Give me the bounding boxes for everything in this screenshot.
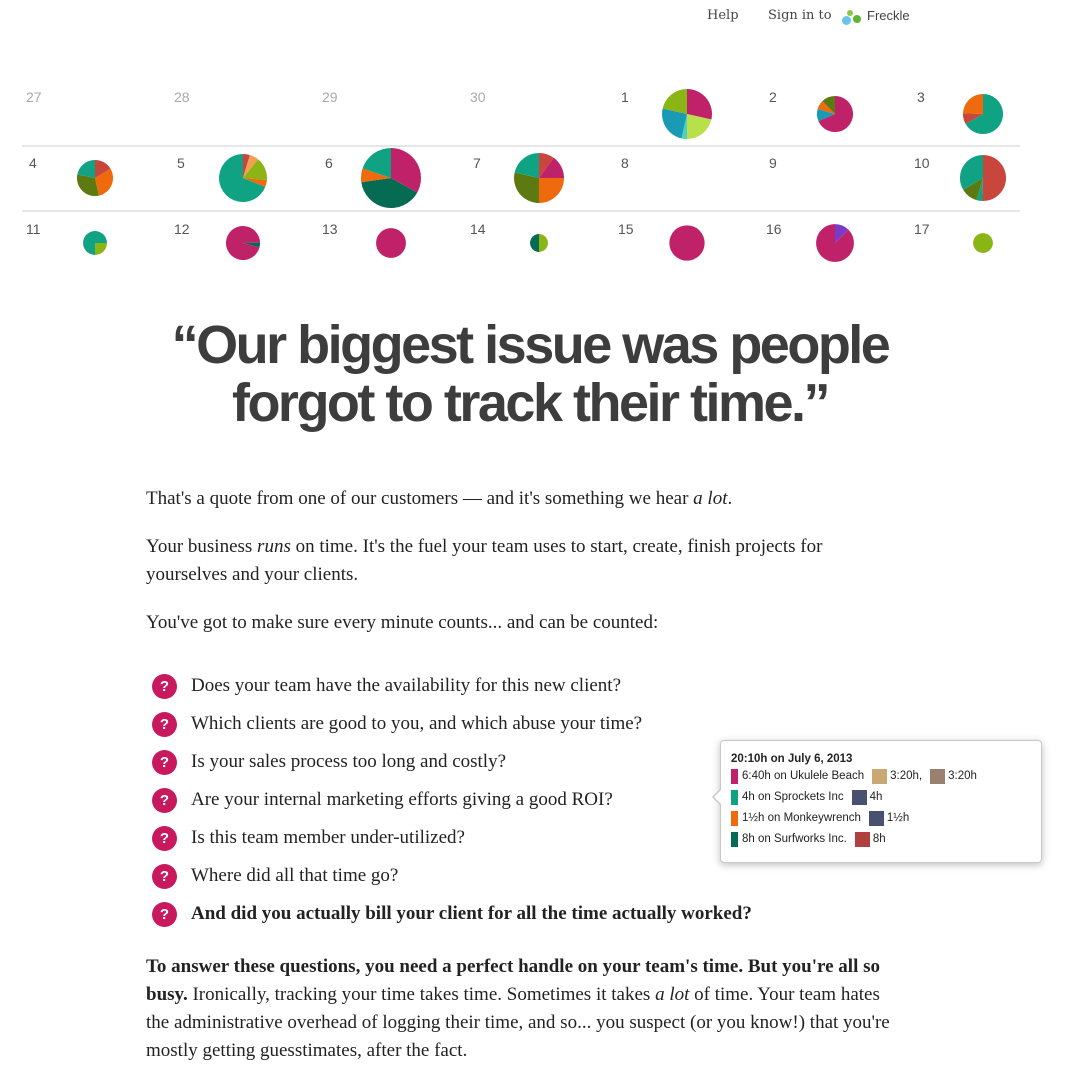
day-number: 5	[177, 155, 185, 171]
tooltip-title: 20:10h on July 6, 2013	[731, 753, 853, 765]
question-mark-icon: ?	[152, 864, 177, 889]
pie-slice	[95, 243, 107, 255]
paragraph-3: You've got to make sure every minute counts... and can be counted:	[146, 612, 659, 633]
day-pie-14[interactable]	[530, 234, 548, 252]
day-number: 7	[473, 155, 481, 171]
user-avatar	[872, 769, 887, 784]
tooltip-row	[731, 831, 886, 847]
sign-in-link[interactable]	[768, 8, 910, 23]
question-item	[152, 819, 752, 857]
project-hours: 1½h on Monkeywrench	[742, 812, 861, 824]
question-mark-icon: ?	[152, 750, 177, 775]
day-pie-7[interactable]	[514, 153, 564, 203]
day-number: 15	[618, 221, 634, 237]
day-pies	[0, 80, 1072, 270]
user-hours: 3:20h	[948, 770, 977, 782]
project-hours: 4h on Sprockets Inc	[742, 791, 844, 803]
day-number: 30	[470, 89, 486, 105]
project-color-swatch	[731, 832, 738, 847]
paragraph-4: To answer these questions, you need a perfect handle on your team's time. But you're all so busy. Ironically, tracking your time takes time. Sometimes it takes a lot of time. Your team hates the administrative overhead of logging their time, and so... you suspect (or you know!) that you're mostly getting guesstimates, after the fact.	[146, 956, 890, 1061]
day-number: 27	[26, 89, 42, 105]
tooltip-row	[731, 810, 909, 826]
help-link[interactable]: Help	[707, 8, 739, 23]
question-mark-icon: ?	[152, 826, 177, 851]
day-number: 6	[325, 155, 333, 171]
question-text: Where did all that time go?	[191, 865, 399, 886]
day-pie-13[interactable]	[376, 228, 406, 258]
user-hours: 4h	[869, 791, 883, 803]
question-text: Which clients are good to you, and which abuse your time?	[191, 713, 643, 734]
pie-slice	[243, 226, 260, 243]
tooltip-row	[731, 789, 882, 805]
user-hours: 3:20h,	[890, 770, 923, 782]
top-nav	[0, 6, 1072, 28]
pie-slice	[973, 233, 993, 253]
day-number: 9	[769, 155, 777, 171]
user-avatar	[855, 832, 870, 847]
question-text: Is your sales process too long and costly?	[191, 751, 507, 772]
question-text: And did you actually bill your client for all the time actually worked?	[191, 903, 752, 924]
day-number: 17	[914, 221, 930, 237]
day-number: 16	[766, 221, 782, 237]
pie-slice	[83, 231, 95, 255]
pie-slice	[982, 155, 1006, 201]
day-pie-4[interactable]	[77, 160, 113, 196]
user-hours: 1½h	[886, 812, 910, 824]
question-text: Are your internal marketing efforts giving a good ROI?	[191, 789, 613, 810]
day-number: 3	[917, 89, 925, 105]
question-text: Does your team have the availability for this new client?	[191, 675, 621, 696]
headline-line-1: “Our biggest issue was people	[171, 315, 889, 375]
day-number: 29	[322, 89, 338, 105]
day-number: 1	[621, 89, 629, 105]
brand-name: Freckle	[867, 8, 910, 23]
calendar	[0, 80, 1072, 270]
question-item	[152, 667, 752, 705]
day-pie-12[interactable]	[226, 226, 260, 260]
question-text: Is this team member under-utilized?	[191, 827, 465, 848]
pie-slice	[95, 231, 107, 243]
day-pie-15[interactable]	[669, 225, 704, 260]
day-number: 11	[26, 221, 41, 237]
day-pie-5[interactable]	[219, 154, 267, 202]
question-mark-icon: ?	[152, 788, 177, 813]
tooltip-row	[731, 768, 977, 784]
day-number: 8	[621, 155, 629, 171]
question-mark-icon: ?	[152, 674, 177, 699]
project-color-swatch	[731, 790, 738, 805]
pie-slice	[816, 224, 854, 262]
question-item	[152, 781, 752, 819]
pie-slice	[669, 225, 704, 260]
project-hours: 6:40h on Ukulele Beach	[742, 770, 865, 782]
project-hours: 8h on Surfworks Inc.	[742, 833, 847, 845]
paragraph-1: That's a quote from one of our customers — and it's something we hear a lot.	[146, 488, 733, 509]
headline-quote	[0, 316, 1060, 432]
headline-line-2: forgot to track their time.”	[231, 373, 829, 433]
question-mark-icon: ?	[152, 712, 177, 737]
user-hours: 8h	[872, 833, 886, 845]
pie-slice	[376, 228, 406, 258]
tooltip-arrow	[712, 788, 721, 806]
pie-slice	[539, 178, 564, 203]
day-pie-17[interactable]	[973, 233, 993, 253]
question-item	[152, 705, 752, 743]
pie-slice	[530, 234, 539, 252]
day-pie-1[interactable]	[662, 89, 712, 139]
day-pie-3[interactable]	[963, 94, 1003, 134]
sign-in-label: Sign in to	[768, 8, 832, 23]
day-number: 2	[769, 89, 777, 105]
day-tooltip	[720, 740, 1042, 863]
question-item	[152, 857, 752, 895]
question-item	[152, 895, 752, 933]
day-pie-11[interactable]	[83, 231, 107, 255]
freckle-logo-icon	[841, 8, 863, 26]
paragraph-2: Your business runs on time. It's the fuel your team uses to start, create, finish projects for yourselves and your clients.	[146, 536, 823, 585]
day-pie-10[interactable]	[960, 155, 1006, 201]
question-item	[152, 743, 752, 781]
question-mark-icon: ?	[152, 902, 177, 927]
day-number: 13	[322, 221, 338, 237]
day-number: 28	[174, 89, 190, 105]
day-number: 4	[29, 155, 37, 171]
day-pie-6[interactable]	[361, 148, 421, 208]
day-pie-16[interactable]	[816, 224, 854, 262]
user-avatar	[852, 790, 867, 805]
day-number: 14	[470, 221, 486, 237]
pie-slice	[539, 234, 548, 252]
day-pie-2[interactable]	[817, 96, 853, 132]
user-avatar	[930, 769, 945, 784]
project-color-swatch	[731, 769, 738, 784]
project-color-swatch	[731, 811, 738, 826]
pie-slice	[963, 94, 983, 114]
user-avatar	[869, 811, 884, 826]
day-number: 12	[174, 221, 190, 237]
question-list	[152, 667, 752, 933]
day-number: 10	[914, 155, 930, 171]
